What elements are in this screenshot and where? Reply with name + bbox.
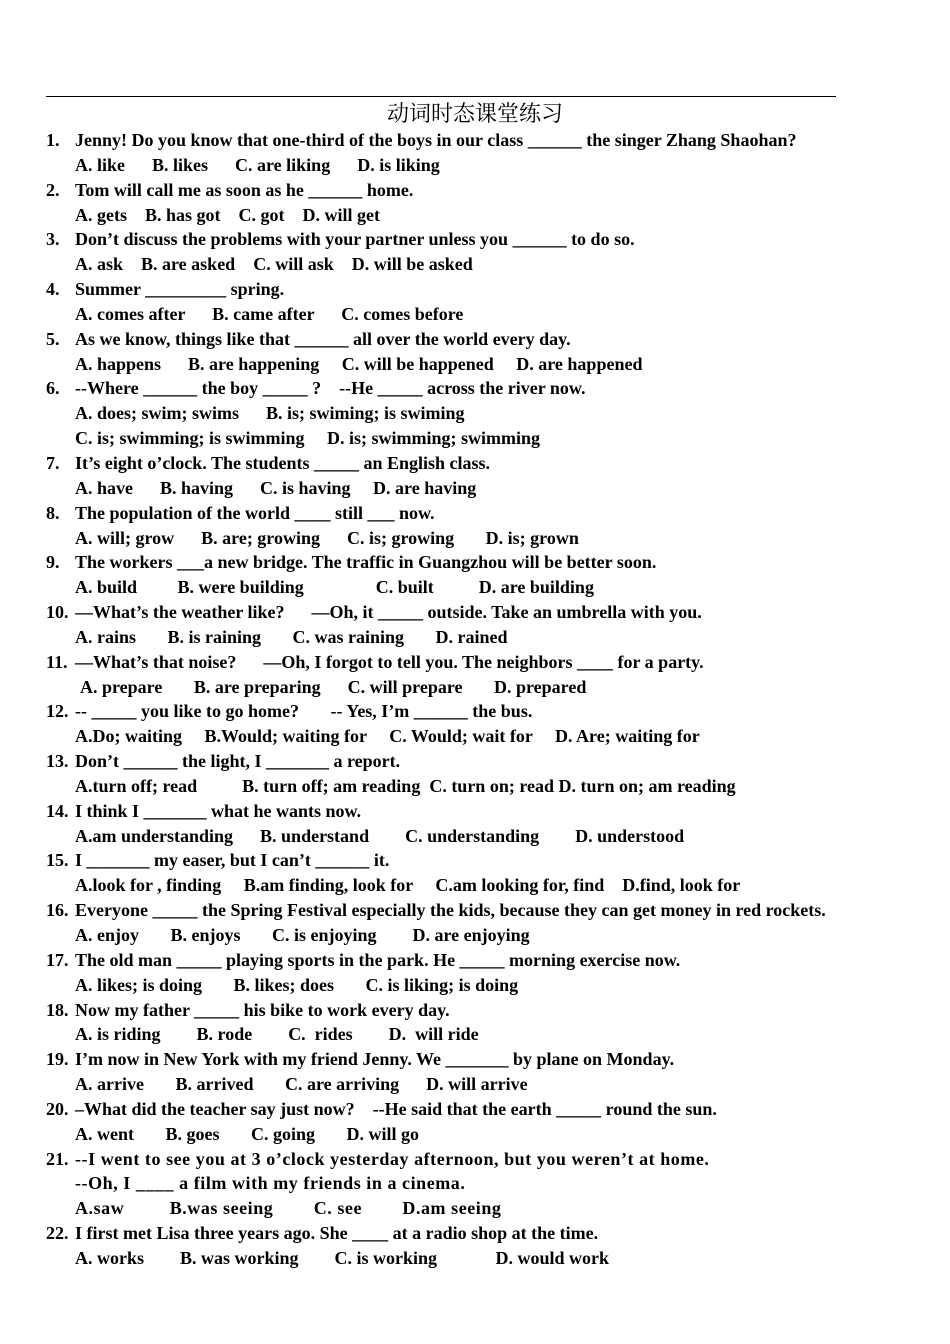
- question-number: 19.: [46, 1049, 69, 1070]
- question-line: [0, 998, 950, 1023]
- question-text: It’s eight o’clock. The students _____ an English class.: [75, 452, 491, 473]
- answer-options: A. build B. were building C. built D. are building: [75, 577, 594, 598]
- question-text: --Where ______ the boy _____ ? --He _____ across the river now.: [75, 378, 586, 399]
- question-text: Don’t ______ the light, I _______ a report.: [75, 751, 401, 772]
- question-number: 5.: [46, 328, 60, 349]
- question-line: [0, 550, 950, 575]
- question-line: [0, 1047, 950, 1072]
- answer-options: A. happens B. are happening C. will be happened D. are happened: [75, 353, 643, 374]
- question-line: [0, 1097, 950, 1122]
- answer-options: A.saw B.was seeing C. see D.am seeing: [75, 1198, 502, 1219]
- answer-options: C. is; swimming; is swimming D. is; swimming; swimming: [75, 428, 541, 449]
- question-number: 18.: [46, 999, 69, 1020]
- question-line: [0, 1221, 950, 1246]
- question-line: [0, 178, 950, 203]
- question-text: Now my father _____ his bike to work every day.: [75, 999, 450, 1020]
- answer-options: A. like B. likes C. are liking D. is liking: [75, 154, 440, 175]
- question-number: 9.: [46, 552, 60, 573]
- answer-options: A. likes; is doing B. likes; does C. is liking; is doing: [75, 974, 519, 995]
- question-text: –What did the teacher say just now? --He said that the earth _____ round the sun.: [75, 1098, 717, 1119]
- question-number: 4.: [46, 279, 60, 300]
- question-line: [0, 1147, 950, 1172]
- answer-options: A.turn off; read B. turn off; am reading C. turn on; read D. turn on; am reading: [75, 775, 736, 796]
- answer-options: A. works B. was working C. is working D. would work: [75, 1247, 610, 1268]
- option-line: [0, 1022, 950, 1047]
- option-line: [0, 426, 950, 451]
- answer-options: A. enjoy B. enjoys C. is enjoying D. are enjoying: [75, 925, 530, 945]
- answer-options: A. prepare B. are preparing C. will prepare D. prepared: [80, 676, 587, 697]
- option-line: [0, 526, 950, 551]
- answer-options: --Oh, I ____ a film with my friends in a cinema.: [75, 1173, 466, 1194]
- question-number: 6.: [46, 378, 60, 399]
- question-text: The population of the world ____ still ___ now.: [75, 502, 435, 523]
- answer-options: A.am understanding B. understand C. understanding D. understood: [75, 825, 685, 846]
- question-number: 14.: [46, 800, 69, 821]
- question-number: 17.: [46, 949, 69, 970]
- question-text: Summer _________ spring.: [75, 279, 285, 300]
- option-line: [0, 203, 950, 228]
- question-number: 20.: [46, 1098, 69, 1119]
- question-text: --I went to see you at 3 o’clock yesterday afternoon, but you weren’t at home.: [75, 1148, 710, 1169]
- question-line: [0, 848, 950, 873]
- question-line: [0, 501, 950, 526]
- answer-options: A. gets B. has got C. got D. will get: [75, 204, 380, 225]
- question-number: 12.: [46, 701, 69, 722]
- answer-options: A. ask B. are asked C. will ask D. will be asked: [75, 254, 473, 275]
- question-line: [0, 898, 950, 923]
- question-text: -- _____ you like to go home? -- Yes, I’m ______ the bus.: [75, 701, 533, 722]
- question-number: 2.: [46, 179, 60, 200]
- question-line: [0, 749, 950, 774]
- option-line: [0, 824, 950, 849]
- option-line: [0, 625, 950, 650]
- question-number: 16.: [46, 900, 69, 921]
- question-number: 13.: [46, 751, 69, 772]
- question-line: [0, 376, 950, 401]
- question-line: [0, 327, 950, 352]
- question-line: [0, 128, 950, 153]
- question-line: [0, 799, 950, 824]
- question-text: Tom will call me as soon as he ______ home.: [75, 179, 414, 200]
- option-line: [0, 1122, 950, 1147]
- question-text: Jenny! Do you know that one-third of the boys in our class ______ the singer Zhang Shaohan?: [75, 130, 797, 150]
- option-line: [0, 352, 950, 377]
- question-number: 7.: [46, 452, 60, 473]
- answer-options: A. does; swim; swims B. is; swiming; is swiming: [75, 403, 465, 424]
- option-line: [0, 252, 950, 277]
- question-number: 8.: [46, 502, 60, 523]
- option-line: [0, 873, 950, 898]
- answer-options: A. rains B. is raining C. was raining D. rained: [75, 626, 508, 647]
- option-line: [0, 302, 950, 327]
- question-text: I think I _______ what he wants now.: [75, 800, 362, 821]
- option-line: [0, 1246, 950, 1271]
- option-line: [0, 923, 950, 948]
- question-number: 22.: [46, 1223, 69, 1244]
- question-line: [0, 600, 950, 625]
- question-text: I first met Lisa three years ago. She ____ at a radio shop at the time.: [75, 1223, 599, 1244]
- question-text: I _______ my easer, but I can’t ______ it.: [75, 850, 390, 871]
- header-rule: [46, 96, 836, 97]
- option-line: [0, 575, 950, 600]
- question-line: [0, 699, 950, 724]
- option-line: [0, 973, 950, 998]
- option-line: [0, 724, 950, 749]
- question-text: The workers ___a new bridge. The traffic in Guangzhou will be better soon.: [75, 552, 657, 573]
- question-number: 1.: [46, 130, 60, 150]
- question-line: [0, 277, 950, 302]
- answer-options: A.look for , finding B.am finding, look for C.am looking for, find D.find, look for: [75, 875, 741, 896]
- exercise-list: [0, 128, 950, 1271]
- question-number: 3.: [46, 229, 60, 250]
- answer-options: A. will; grow B. are; growing C. is; growing D. is; grown: [75, 527, 579, 548]
- question-number: 15.: [46, 850, 69, 871]
- question-line: [0, 650, 950, 675]
- option-line: [0, 1072, 950, 1097]
- question-text: I’m now in New York with my friend Jenny. We _______ by plane on Monday.: [75, 1049, 675, 1070]
- question-text: The old man _____ playing sports in the park. He _____ morning exercise now.: [75, 949, 681, 970]
- answer-options: A. went B. goes C. going D. will go: [75, 1123, 420, 1144]
- question-line: [0, 227, 950, 252]
- question-number: 10.: [46, 602, 69, 623]
- option-line: [0, 1196, 950, 1221]
- question-text: —What’s the weather like? —Oh, it _____ outside. Take an umbrella with you.: [75, 602, 702, 623]
- page-title: 动词时态课堂练习: [386, 102, 563, 127]
- option-line: [0, 401, 950, 426]
- question-line: [0, 451, 950, 476]
- option-line: [0, 1171, 950, 1196]
- question-text: As we know, things like that ______ all over the world every day.: [75, 328, 571, 349]
- option-line: [0, 153, 950, 178]
- answer-options: A. is riding B. rode C. rides D. will ride: [75, 1024, 479, 1045]
- option-line: [0, 774, 950, 799]
- question-number: 21.: [46, 1148, 69, 1169]
- answer-options: A. have B. having C. is having D. are having: [75, 477, 477, 498]
- option-line: [0, 476, 950, 501]
- answer-options: A.Do; waiting B.Would; waiting for C. Would; wait for D. Are; waiting for: [75, 726, 700, 747]
- answer-options: A. comes after B. came after C. comes before: [75, 303, 464, 324]
- question-number: 11.: [46, 651, 68, 672]
- question-text: Don’t discuss the problems with your partner unless you ______ to do so.: [75, 229, 635, 250]
- question-text: Everyone _____ the Spring Festival especially the kids, because they can get money in red rockets.: [75, 900, 826, 921]
- option-line: [0, 675, 950, 700]
- question-line: [0, 948, 950, 973]
- question-text: —What’s that noise? —Oh, I forgot to tell you. The neighbors ____ for a party.: [75, 651, 704, 672]
- answer-options: A. arrive B. arrived C. are arriving D. will arrive: [75, 1074, 528, 1095]
